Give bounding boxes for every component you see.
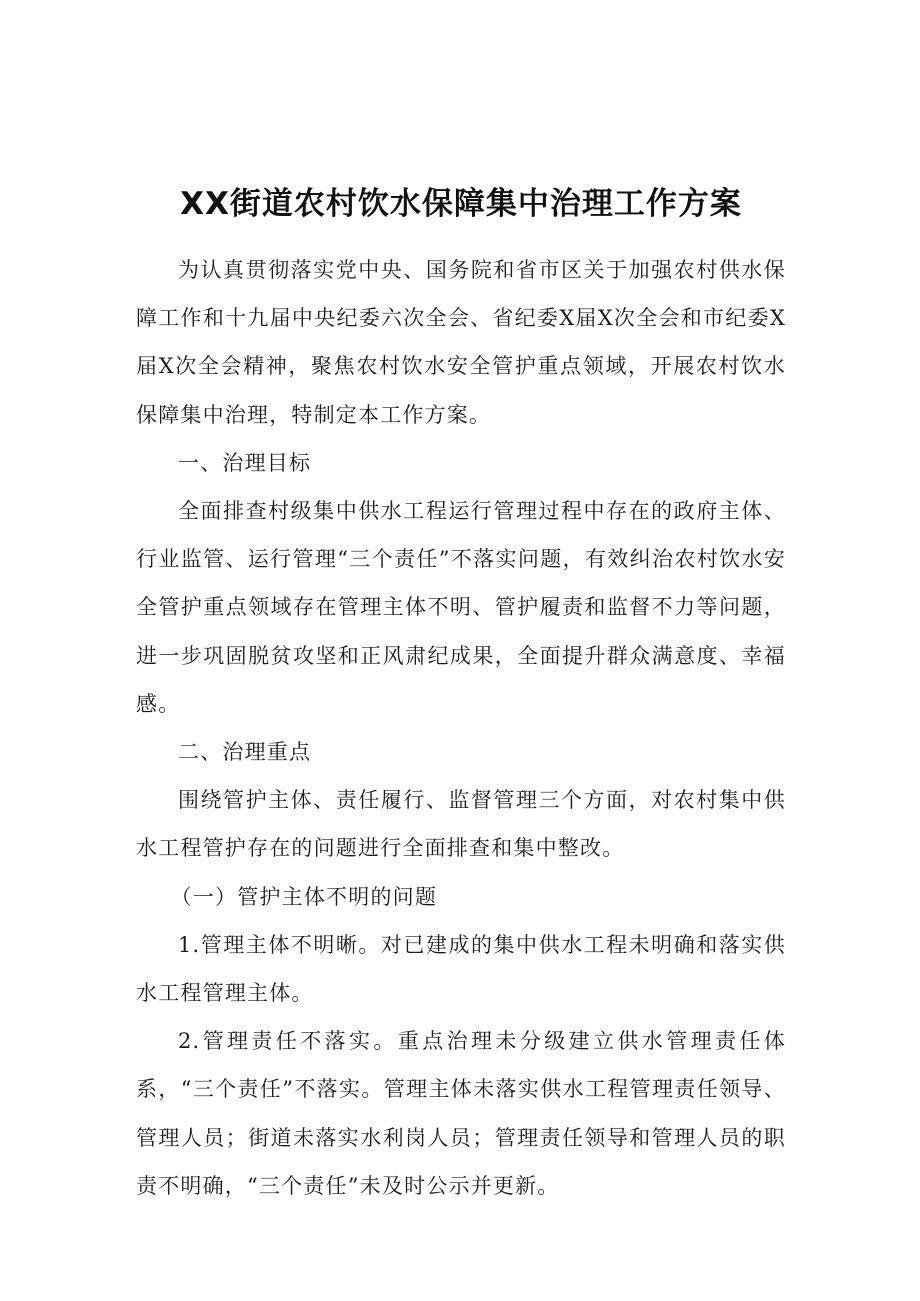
section-heading-goals: 一、治理目标 — [178, 450, 312, 475]
section-heading-focus: 二、治理重点 — [178, 740, 312, 765]
subsection-heading-unclear-subject: （一）管护主体不明的问题 — [170, 884, 438, 909]
list-item-1: 1.管理主体不明晰。对已建成的集中供水工程未明确和落实供水工程管理主体。 — [136, 932, 786, 1006]
document-title: XX街道农村饮水保障集中治理工作方案 — [180, 186, 742, 222]
section-body-goals: 全面排查村级集中供水工程运行管理过程中存在的政府主体、行业监管、运行管理“三个责任”不落实问题，有效纠治农村饮水安全管护重点领域存在管理主体不明、管护履责和监督不力等问题，进一步巩固脱贫攻坚和正风肃纪成果，全面提升群众满意度、幸福感。 — [136, 499, 786, 716]
intro-paragraph: 为认真贯彻落实党中央、国务院和省市区关于加强农村供水保障工作和十九届中央纪委六次全会、省纪委X届X次全会和市纪委X届X次全会精神，聚焦农村饮水安全管护重点领域，开展农村饮水保障集中治理，特制定本工作方案。 — [136, 258, 786, 427]
list-item-2: 2.管理责任不落实。重点治理未分级建立供水管理责任体系，“三个责任”不落实。管理主体未落实供水工程管理责任领导、管理人员；街道未落实水利岗人员；管理责任领导和管理人员的职责不明确，“三个责任”未及时公示并更新。 — [136, 1029, 786, 1198]
section-body-focus: 围绕管护主体、责任履行、监督管理三个方面，对农村集中供水工程管护存在的问题进行全面排查和集中整改。 — [136, 788, 786, 861]
